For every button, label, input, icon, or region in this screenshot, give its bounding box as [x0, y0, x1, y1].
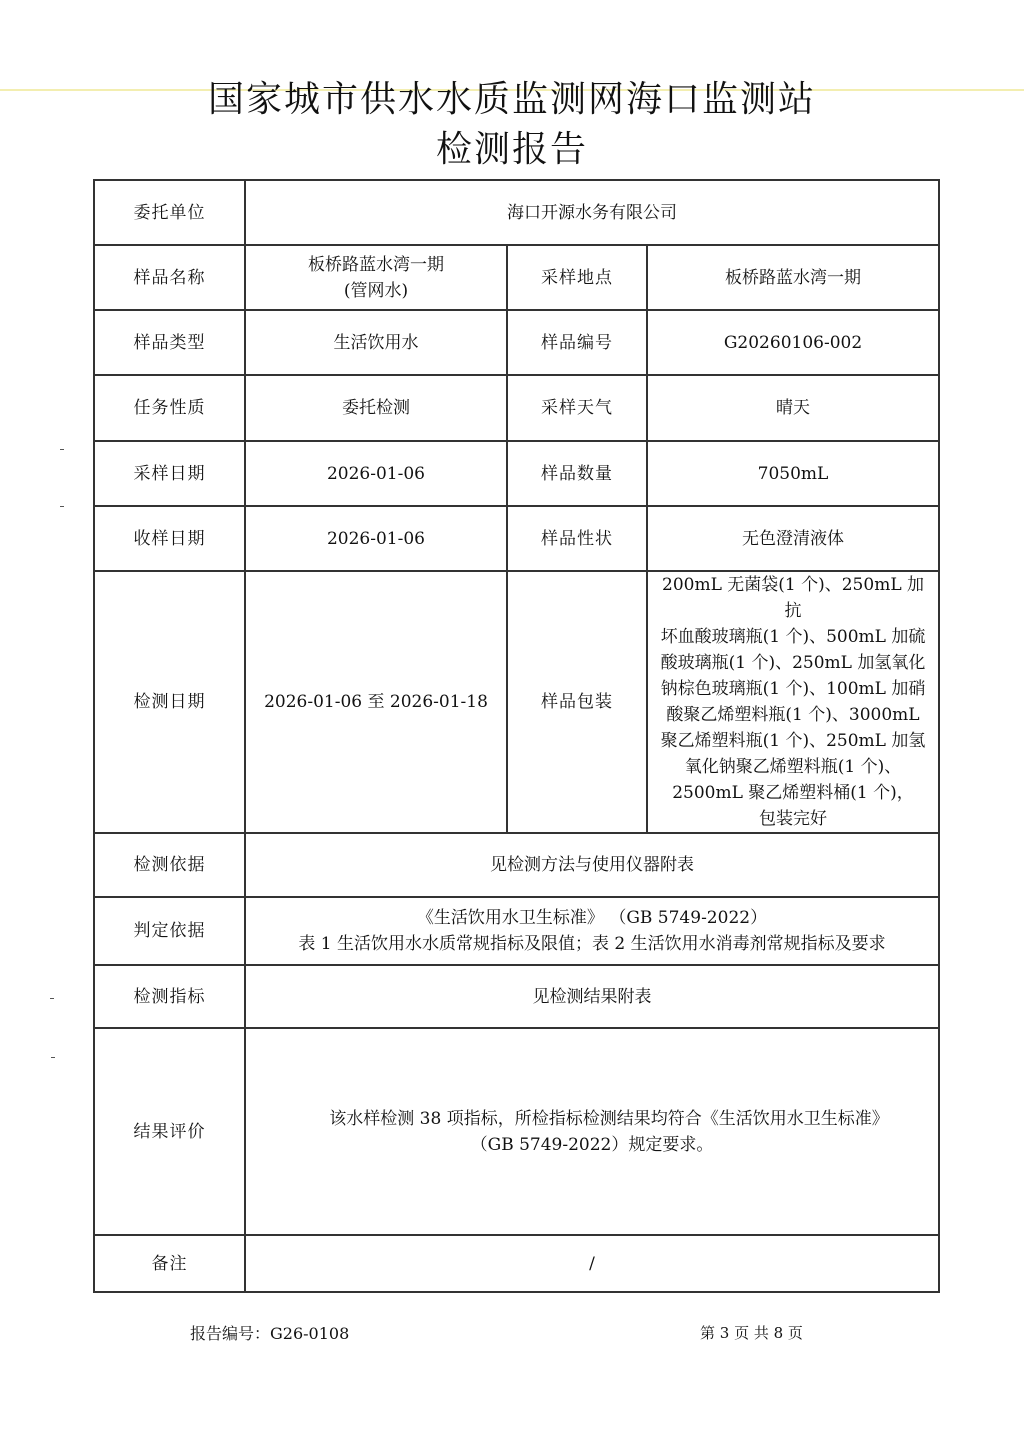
- row-client: [94, 180, 939, 245]
- report-number: 报告编号：G26-0108: [190, 1324, 350, 1343]
- weather-label: 采样天气: [507, 375, 647, 441]
- basis-label: 检测依据: [94, 833, 245, 897]
- row-basis: [94, 833, 939, 897]
- receipt-date-value: 2026-01-06: [245, 506, 507, 571]
- sample-no-value: G20260106-002: [647, 310, 939, 375]
- sample-name-line1: 板桥路蓝水湾一期: [308, 254, 444, 275]
- conclusion-value: [245, 1028, 939, 1235]
- quantity-value: 7050mL: [647, 441, 939, 506]
- report-table: [93, 179, 940, 1293]
- judgement-label: 判定依据: [94, 897, 245, 965]
- conclusion-label: 结果评价: [94, 1028, 245, 1235]
- indicators-value: 见检测结果附表: [245, 965, 939, 1028]
- task-nature-value: 委托检测: [245, 375, 507, 441]
- sampling-date-label: 采样日期: [94, 441, 245, 506]
- packaging-line: 200mL 无菌袋(1 个)、250mL 加抗: [662, 575, 925, 621]
- report-subtitle: 检测报告: [435, 129, 588, 170]
- page-info: 第 3 页 共 8 页: [700, 1324, 803, 1342]
- test-date-label: 检测日期: [94, 571, 245, 833]
- packaging-line: 2500mL 聚乙烯塑料桶(1 个)，: [672, 783, 914, 803]
- row-conclusion: [94, 1028, 939, 1235]
- client-label: 委托单位: [94, 180, 245, 245]
- row-sample-type: [94, 310, 939, 375]
- task-nature-label: 任务性质: [94, 375, 245, 441]
- judgement-value: [245, 897, 939, 965]
- row-judgement: [94, 897, 939, 965]
- packaging-line: 包装完好: [759, 809, 827, 829]
- weather-value: 晴天: [647, 375, 939, 441]
- sampling-date-value: 2026-01-06: [245, 441, 507, 506]
- red-seal-edge: [996, 668, 1018, 828]
- client-value: 海口开源水务有限公司: [245, 180, 939, 245]
- packaging-line: 坏血酸玻璃瓶(1 个)、500mL 加硫: [660, 627, 926, 647]
- scan-speck: [60, 449, 64, 450]
- basis-value: 见检测方法与使用仪器附表: [245, 833, 939, 897]
- scan-speck: [60, 506, 64, 507]
- sample-name-line2: (管网水): [343, 280, 409, 301]
- scan-speck: [50, 998, 54, 999]
- packaging-line: 酸玻璃瓶(1 个)、250mL 加氢氧化: [660, 653, 926, 673]
- conclusion-line1: 该水样检测 38 项指标，所检指标检测结果均符合《生活饮用水卫生标准》: [329, 1108, 889, 1129]
- remarks-value: /: [245, 1235, 939, 1292]
- sample-type-label: 样品类型: [94, 310, 245, 375]
- indicators-label: 检测指标: [94, 965, 245, 1028]
- remarks-label: 备注: [94, 1235, 245, 1292]
- judgement-line1: 《生活饮用水卫生标准》 （GB 5749-2022）: [416, 908, 768, 928]
- judgement-line2: 表 1 生活饮用水水质常规指标及限值；表 2 生活饮用水消毒剂常规指标及要求: [298, 934, 886, 954]
- row-receipt-date: [94, 506, 939, 571]
- row-task-nature: [94, 375, 939, 441]
- row-test-date: [94, 571, 939, 833]
- packaging-line: 酸聚乙烯塑料瓶(1 个)、3000mL: [666, 705, 920, 725]
- packaging-line: 氧化钠聚乙烯塑料瓶(1 个)、: [684, 757, 902, 777]
- packaging-label: 样品包装: [507, 571, 647, 833]
- sampling-location-value: 板桥路蓝水湾一期: [647, 245, 939, 310]
- row-remarks: [94, 1235, 939, 1292]
- test-date-value: 2026-01-06 至 2026-01-18: [245, 571, 507, 833]
- packaging-line: 聚乙烯塑料瓶(1 个)、250mL 加氢: [660, 731, 926, 751]
- sample-name-value: [245, 245, 507, 310]
- receipt-date-label: 收样日期: [94, 506, 245, 571]
- row-indicators: [94, 965, 939, 1028]
- quantity-label: 样品数量: [507, 441, 647, 506]
- packaging-line: 钠棕色玻璃瓶(1 个)、100mL 加硝: [660, 679, 926, 699]
- sample-type-value: 生活饮用水: [245, 310, 507, 375]
- appearance-value: 无色澄清液体: [647, 506, 939, 571]
- scan-speck: [51, 1057, 55, 1058]
- appearance-label: 样品性状: [507, 506, 647, 571]
- sampling-location-label: 采样地点: [507, 245, 647, 310]
- conclusion-line2: （GB 5749-2022）规定要求。: [470, 1134, 714, 1155]
- sample-no-label: 样品编号: [507, 310, 647, 375]
- packaging-value: [647, 571, 939, 833]
- row-sample-name: [94, 245, 939, 310]
- sample-name-label: 样品名称: [94, 245, 245, 310]
- report-title: 国家城市供水水质监测网海口监测站: [207, 79, 816, 120]
- row-sampling-date: [94, 441, 939, 506]
